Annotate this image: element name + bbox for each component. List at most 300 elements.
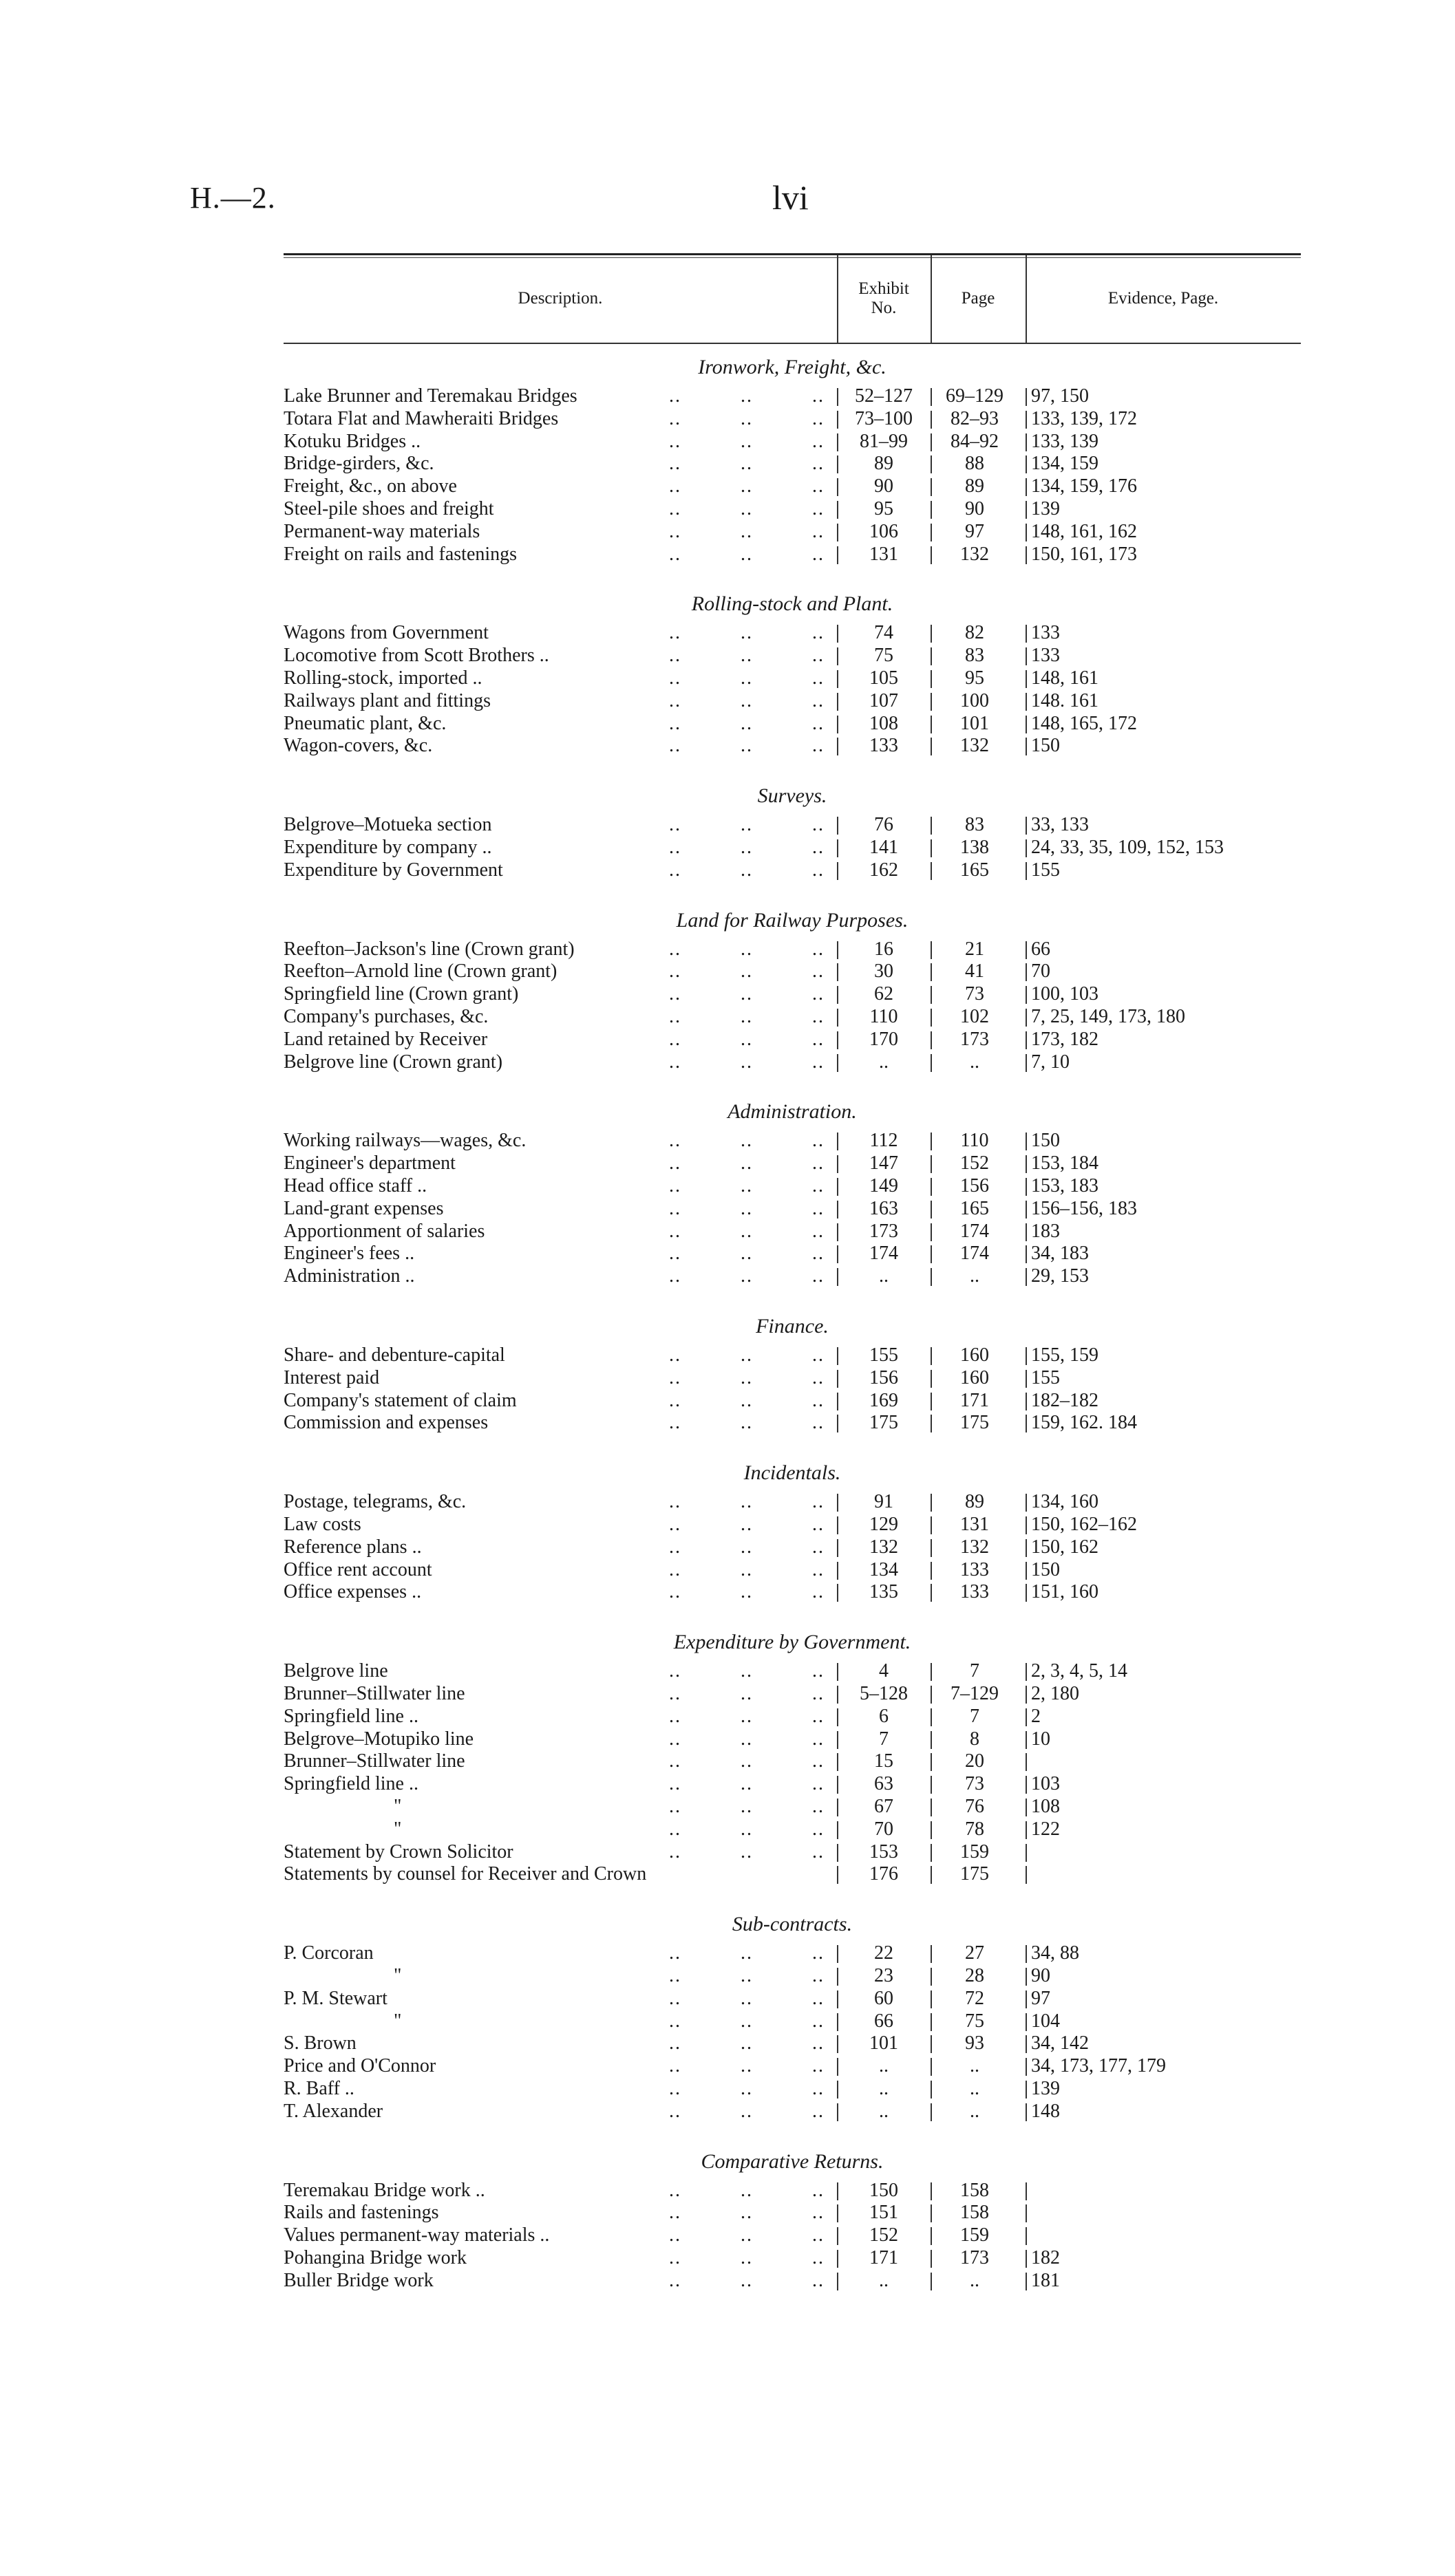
- row-description: Price and O'Connor: [284, 2055, 436, 2077]
- table-row: [284, 2270, 1301, 2292]
- column-divider: [1026, 546, 1027, 564]
- row-page: 138: [960, 836, 989, 858]
- row-description: S. Brown: [284, 2032, 357, 2054]
- row-exhibit-no: 141: [869, 836, 898, 858]
- table-row: [284, 713, 1301, 735]
- column-divider: [931, 546, 932, 564]
- row-evidence: 7, 10: [1031, 1051, 1070, 1073]
- leader-dot: ..: [812, 983, 825, 1005]
- leader-dot: ..: [741, 1513, 753, 1535]
- row-exhibit-no: 171: [869, 2246, 898, 2268]
- row-evidence: 155, 159: [1031, 1344, 1098, 1366]
- leader-dot: ..: [812, 1265, 825, 1287]
- row-exhibit-no: 147: [869, 1152, 898, 1174]
- leader-dot: ..: [741, 1964, 753, 1986]
- leader-dots: [284, 2010, 827, 2032]
- row-page: 82: [965, 622, 984, 644]
- leader-dot: ..: [741, 2010, 753, 2032]
- leader-dot: ..: [669, 1682, 681, 1704]
- table-row: [284, 622, 1301, 644]
- column-divider: [837, 1009, 838, 1027]
- column-divider: [837, 501, 838, 519]
- leader-dot: ..: [741, 1795, 753, 1817]
- leader-dot: ..: [741, 1051, 753, 1073]
- column-divider: [837, 1968, 838, 1986]
- column-divider: [837, 2103, 838, 2121]
- row-page: 173: [960, 2246, 989, 2268]
- table-row: [284, 544, 1301, 566]
- column-divider: [931, 1415, 932, 1432]
- row-evidence: 148, 161: [1031, 667, 1098, 689]
- table-row: [284, 2055, 1301, 2077]
- row-evidence: 97, 150: [1031, 385, 1089, 407]
- row-evidence: 151, 160: [1031, 1581, 1098, 1603]
- row-exhibit-no: 110: [869, 1005, 898, 1027]
- leader-dot: ..: [741, 836, 753, 858]
- leader-dot: ..: [812, 1536, 825, 1558]
- leader-dot: ..: [741, 859, 753, 881]
- column-divider: [1026, 1133, 1027, 1150]
- row-evidence: 103: [1031, 1773, 1060, 1795]
- row-evidence: 104: [1031, 2010, 1060, 2032]
- leader-dots: [284, 2032, 827, 2054]
- row-page: ..: [970, 2055, 979, 2077]
- column-divider: [1026, 2204, 1027, 2222]
- leader-dot: ..: [669, 1389, 681, 1411]
- leader-dot: ..: [812, 385, 825, 407]
- leader-dot: ..: [812, 2055, 825, 2077]
- table-row: [284, 1514, 1301, 1536]
- leader-dot: ..: [741, 1220, 753, 1242]
- section-title: Incidentals.: [743, 1461, 841, 1485]
- column-divider: [931, 2273, 932, 2290]
- column-divider: [1026, 625, 1027, 643]
- leader-dot: ..: [741, 2179, 753, 2201]
- row-page: 158: [960, 2202, 989, 2224]
- column-divider: [931, 2227, 932, 2245]
- column-divider: [837, 2204, 838, 2222]
- row-exhibit-no: 108: [869, 712, 898, 734]
- row-description: Reefton–Arnold line (Crown grant): [284, 960, 557, 983]
- row-page: 133: [960, 1581, 989, 1603]
- column-divider: [931, 647, 932, 665]
- column-divider: [931, 1562, 932, 1580]
- column-divider: [931, 478, 932, 496]
- leader-dot: ..: [741, 2224, 753, 2246]
- table-row: [284, 1029, 1301, 1051]
- row-exhibit-no: ..: [879, 2100, 889, 2122]
- leader-dot: ..: [812, 938, 825, 960]
- column-divider: [1026, 524, 1027, 541]
- leader-dot: ..: [741, 1491, 753, 1513]
- column-divider: [837, 1201, 838, 1219]
- leader-dot: ..: [669, 622, 681, 644]
- leader-dot: ..: [669, 1818, 681, 1840]
- row-evidence: 7, 25, 149, 173, 180: [1031, 1005, 1185, 1027]
- table-row: [284, 1796, 1301, 1818]
- table-row: [284, 453, 1301, 475]
- row-page: 95: [965, 667, 984, 689]
- leader-dot: ..: [741, 1818, 753, 1840]
- row-evidence: 2: [1031, 1705, 1041, 1727]
- column-divider: [837, 647, 838, 665]
- row-description: Rolling-stock, imported ..: [284, 667, 482, 689]
- row-page: 88: [965, 453, 984, 475]
- row-evidence: 133: [1031, 645, 1060, 667]
- row-exhibit-no: 132: [869, 1536, 898, 1558]
- row-page: 7: [970, 1705, 979, 1727]
- row-description: Expenditure by company ..: [284, 836, 492, 858]
- row-evidence: 24, 33, 35, 109, 152, 153: [1031, 836, 1224, 858]
- column-divider: [837, 1539, 838, 1557]
- leader-dot: ..: [812, 1795, 825, 1817]
- row-page: 156: [960, 1174, 989, 1196]
- row-evidence: 133, 139, 172: [1031, 407, 1137, 429]
- row-page: 73: [965, 1773, 984, 1795]
- column-header-page: Page: [961, 289, 995, 308]
- leader-dot: ..: [741, 430, 753, 452]
- leader-dot: ..: [741, 622, 753, 644]
- row-exhibit-no: 4: [879, 1660, 889, 1682]
- column-divider: [1026, 1945, 1027, 1963]
- row-page: 7–129: [950, 1682, 999, 1704]
- leader-dot: ..: [812, 1660, 825, 1682]
- leader-dot: ..: [669, 938, 681, 960]
- section-title: Surveys.: [757, 784, 827, 808]
- column-divider: [931, 455, 932, 473]
- leader-dot: ..: [741, 520, 753, 542]
- column-divider: [931, 862, 932, 880]
- column-divider: [837, 2227, 838, 2245]
- leader-dot: ..: [741, 983, 753, 1005]
- leader-dot: ..: [669, 1513, 681, 1535]
- section-title: Sub-contracts.: [732, 1913, 853, 1936]
- row-description: P. M. Stewart: [284, 1987, 387, 2009]
- leader-dot: ..: [812, 735, 825, 757]
- leader-dot: ..: [812, 1051, 825, 1073]
- column-divider: [1026, 1245, 1027, 1263]
- leader-dot: ..: [669, 453, 681, 475]
- leader-dot: ..: [812, 1728, 825, 1750]
- column-divider: [1026, 963, 1027, 981]
- table-row: [284, 385, 1301, 407]
- leader-dot: ..: [741, 1840, 753, 1863]
- table-row: [284, 1660, 1301, 1682]
- row-page: 100: [960, 689, 989, 711]
- row-page: 133: [960, 1558, 989, 1580]
- row-description: Engineer's department: [284, 1152, 456, 1174]
- row-exhibit-no: 63: [874, 1773, 893, 1795]
- leader-dot: ..: [812, 1840, 825, 1863]
- leader-dot: ..: [741, 1028, 753, 1050]
- leader-dot: ..: [812, 2246, 825, 2268]
- column-divider: [837, 817, 838, 835]
- column-divider: [1026, 1009, 1027, 1027]
- row-page: 72: [965, 1987, 984, 2009]
- column-divider: [1026, 501, 1027, 519]
- column-divider: [1026, 455, 1027, 473]
- row-evidence: 153, 184: [1031, 1152, 1098, 1174]
- column-divider: [931, 501, 932, 519]
- row-exhibit-no: 163: [869, 1197, 898, 1219]
- table-row: [284, 1491, 1301, 1513]
- leader-dot: ..: [669, 1051, 681, 1073]
- column-divider: [931, 1866, 932, 1884]
- top-rule: [284, 253, 1301, 255]
- row-exhibit-no: 153: [869, 1840, 898, 1863]
- row-page: 82–93: [950, 407, 999, 429]
- row-page: 152: [960, 1152, 989, 1174]
- column-divider: [837, 1347, 838, 1365]
- column-divider: [931, 1990, 932, 2008]
- table-row: [284, 1390, 1301, 1412]
- leader-dot: ..: [669, 1728, 681, 1750]
- row-page: 93: [965, 2032, 984, 2054]
- column-divider: [1026, 2035, 1027, 2053]
- row-exhibit-no: 22: [874, 1942, 893, 1964]
- column-divider: [931, 1178, 932, 1196]
- column-divider: [1026, 2182, 1027, 2200]
- table-row: [284, 960, 1301, 983]
- row-page: 174: [960, 1243, 989, 1265]
- column-divider: [837, 1031, 838, 1049]
- column-header-exhibit-line2: No.: [871, 299, 897, 317]
- table-row: [284, 859, 1301, 881]
- row-exhibit-no: ..: [879, 1265, 889, 1287]
- leader-dot: ..: [741, 2077, 753, 2099]
- leader-dot: ..: [812, 1558, 825, 1580]
- column-divider: [1026, 1753, 1027, 1771]
- column-divider: [837, 1945, 838, 1963]
- table-row: [284, 735, 1301, 757]
- leader-dot: ..: [741, 1705, 753, 1727]
- leader-dot: ..: [669, 385, 681, 407]
- column-divider: [1026, 411, 1027, 429]
- leader-dot: ..: [812, 1987, 825, 2009]
- leader-dot: ..: [669, 2246, 681, 2268]
- row-evidence: 100, 103: [1031, 983, 1098, 1005]
- column-divider: [837, 546, 838, 564]
- column-divider: [1026, 2273, 1027, 2290]
- table-row: [284, 645, 1301, 667]
- row-description: Engineer's fees ..: [284, 1243, 415, 1265]
- row-page: 132: [960, 1536, 989, 1558]
- row-page: 110: [960, 1130, 989, 1152]
- leader-dot: ..: [669, 1987, 681, 2009]
- row-evidence: 182–182: [1031, 1389, 1098, 1411]
- leader-dot: ..: [669, 1366, 681, 1388]
- leader-dot: ..: [669, 475, 681, 497]
- leader-dot: ..: [741, 2269, 753, 2291]
- row-description: Land-grant expenses: [284, 1197, 444, 1219]
- row-exhibit-no: 105: [869, 667, 898, 689]
- leader-dot: ..: [741, 385, 753, 407]
- column-divider: [837, 2035, 838, 2053]
- column-divider: [1026, 1562, 1027, 1580]
- leader-dot: ..: [812, 2224, 825, 2246]
- column-divider: [837, 963, 838, 981]
- row-evidence: 150: [1031, 735, 1060, 757]
- row-description: Springfield line ..: [284, 1773, 418, 1795]
- row-evidence: 148: [1031, 2100, 1060, 2122]
- leader-dot: ..: [741, 475, 753, 497]
- leader-dot: ..: [669, 960, 681, 983]
- table-row: [284, 2180, 1301, 2202]
- row-evidence: 34, 173, 177, 179: [1031, 2055, 1166, 2077]
- row-evidence: 108: [1031, 1795, 1060, 1817]
- leader-dot: ..: [741, 2032, 753, 2054]
- row-evidence: 34, 88: [1031, 1942, 1079, 1964]
- leader-dots: [284, 1965, 827, 1987]
- column-divider: [931, 433, 932, 451]
- row-description: Totara Flat and Mawheraiti Bridges: [284, 407, 559, 429]
- leader-dot: ..: [669, 1243, 681, 1265]
- column-header-evidence: Evidence, Page.: [1107, 289, 1219, 308]
- column-divider: [931, 1155, 932, 1173]
- row-page: 7: [970, 1660, 979, 1682]
- row-evidence: 173, 182: [1031, 1028, 1098, 1050]
- table-row: [284, 408, 1301, 430]
- leader-dot: ..: [741, 1728, 753, 1750]
- row-exhibit-no: 60: [874, 1987, 893, 2009]
- column-divider: [931, 625, 932, 643]
- column-divider: [837, 2013, 838, 2031]
- row-description: Pohangina Bridge work: [284, 2246, 467, 2268]
- leader-dot: ..: [812, 1197, 825, 1219]
- leader-dot: ..: [669, 1130, 681, 1152]
- row-exhibit-no: 67: [874, 1795, 893, 1817]
- row-page: 101: [960, 712, 989, 734]
- column-divider: [931, 1968, 932, 1986]
- column-divider: [837, 1990, 838, 2008]
- column-divider: [1026, 1821, 1027, 1839]
- leader-dot: ..: [812, 1750, 825, 1772]
- column-divider: [837, 1223, 838, 1241]
- row-description: ": [394, 1795, 402, 1817]
- leader-dot: ..: [741, 938, 753, 960]
- row-description: Wagon-covers, &c.: [284, 735, 433, 757]
- leader-dot: ..: [669, 2010, 681, 2032]
- row-description: P. Corcoran: [284, 1942, 374, 1964]
- row-page: 131: [960, 1513, 989, 1535]
- leader-dot: ..: [812, 1220, 825, 1242]
- row-description: Belgrove–Motupiko line: [284, 1728, 474, 1750]
- row-page: 158: [960, 2179, 989, 2201]
- column-divider: [931, 1245, 932, 1263]
- leader-dot: ..: [741, 407, 753, 429]
- leader-dot: ..: [812, 1818, 825, 1840]
- row-page: 27: [965, 1942, 984, 1964]
- column-divider: [1026, 1223, 1027, 1241]
- row-evidence: 90: [1031, 1964, 1050, 1986]
- column-divider: [1026, 1663, 1027, 1681]
- leader-dot: ..: [812, 1028, 825, 1050]
- column-divider: [837, 2182, 838, 2200]
- leader-dot: ..: [812, 430, 825, 452]
- column-divider: [931, 738, 932, 755]
- column-divider: [837, 716, 838, 733]
- column-divider: [1026, 1347, 1027, 1365]
- leader-dot: ..: [812, 960, 825, 983]
- column-divider: [931, 941, 932, 959]
- leader-dot: ..: [669, 2077, 681, 2099]
- row-description: T. Alexander: [284, 2100, 383, 2122]
- row-description: Statement by Crown Solicitor: [284, 1840, 513, 1863]
- leader-dot: ..: [669, 712, 681, 734]
- row-exhibit-no: 23: [874, 1964, 893, 1986]
- row-page: 132: [960, 735, 989, 757]
- leader-dot: ..: [741, 1152, 753, 1174]
- row-description: Reference plans ..: [284, 1536, 422, 1558]
- column-divider: [837, 839, 838, 857]
- row-evidence: 148. 161: [1031, 689, 1098, 711]
- leader-dot: ..: [812, 1243, 825, 1265]
- row-evidence: 155: [1031, 859, 1060, 881]
- column-divider: [837, 1494, 838, 1512]
- row-exhibit-no: 101: [869, 2032, 898, 2054]
- leader-dot: ..: [741, 543, 753, 565]
- leader-dot: ..: [812, 475, 825, 497]
- column-divider: [931, 1347, 932, 1365]
- table-row: [284, 667, 1301, 689]
- column-divider: [837, 1516, 838, 1534]
- row-page: 159: [960, 2224, 989, 2246]
- column-divider: [1026, 1155, 1027, 1173]
- column-divider: [1026, 2250, 1027, 2268]
- row-exhibit-no: 7: [879, 1728, 889, 1750]
- row-description: Land retained by Receiver: [284, 1028, 488, 1050]
- leader-dot: ..: [812, 498, 825, 519]
- row-description: Law costs: [284, 1513, 361, 1535]
- column-divider: [837, 1178, 838, 1196]
- column-divider: [837, 1776, 838, 1794]
- table-row: [284, 1344, 1301, 1366]
- column-divider: [1026, 817, 1027, 835]
- column-divider: [837, 2273, 838, 2290]
- leader-dot: ..: [741, 1773, 753, 1795]
- leader-dot: ..: [669, 1750, 681, 1772]
- table-row: [284, 1175, 1301, 1197]
- table-row: [284, 1750, 1301, 1772]
- column-divider: [931, 1584, 932, 1602]
- leader-dot: ..: [741, 689, 753, 711]
- row-evidence: 183: [1031, 1220, 1060, 1242]
- column-divider: [837, 1155, 838, 1173]
- leader-dot: ..: [669, 814, 681, 836]
- column-divider: [1026, 1539, 1027, 1557]
- leader-dot: ..: [812, 1344, 825, 1366]
- leader-dot: ..: [669, 667, 681, 689]
- table-row: [284, 1198, 1301, 1220]
- column-divider: [837, 1245, 838, 1263]
- column-divider: [1026, 1776, 1027, 1794]
- row-exhibit-no: ..: [879, 2077, 889, 2099]
- leader-dot: ..: [669, 645, 681, 667]
- leader-dot: ..: [741, 1942, 753, 1964]
- leader-dot: ..: [812, 520, 825, 542]
- row-exhibit-no: 156: [869, 1366, 898, 1388]
- row-page: 21: [965, 938, 984, 960]
- row-description: Share- and debenture-capital: [284, 1344, 505, 1366]
- leader-dot: ..: [812, 667, 825, 689]
- row-exhibit-no: 174: [869, 1243, 898, 1265]
- table-row: [284, 837, 1301, 859]
- row-exhibit-no: 133: [869, 735, 898, 757]
- table-row: [284, 1265, 1301, 1287]
- row-description: Postage, telegrams, &c.: [284, 1491, 467, 1513]
- table-row: [284, 1773, 1301, 1795]
- table-row: [284, 2202, 1301, 2224]
